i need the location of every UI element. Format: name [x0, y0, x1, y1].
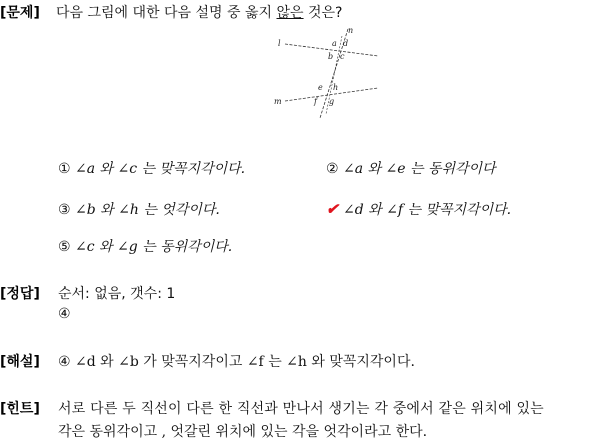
angle-a: a: [332, 39, 337, 48]
choice-2-text: ∠a 와 ∠e 는 동위각이다: [343, 161, 496, 177]
question-text: [56, 2, 343, 22]
answer-line-2: ④: [58, 306, 71, 322]
check-mark-icon: ✔: [326, 200, 339, 218]
question-underlined: 않은: [276, 5, 304, 21]
problem-label: [문제]: [0, 5, 40, 21]
choice-5[interactable]: [58, 236, 232, 256]
explanation-label: [해설]: [0, 354, 40, 370]
hint-label: [힌트]: [0, 401, 40, 417]
choice-1-text: ∠a 와 ∠c 는 맞꼭지각이다.: [75, 161, 246, 177]
choice-3-text: ∠b 와 ∠h 는 엇각이다.: [75, 202, 220, 218]
question-pre: 다음 그림에 대한 다음 설명 중 옳지: [56, 5, 277, 21]
hint-line-1: 서로 다른 두 직선이 다른 한 직선과 만나서 생기는 각 중에서 같은 위치에 있는: [58, 401, 544, 417]
angle-h: h: [333, 83, 339, 92]
choice-3[interactable]: [58, 199, 220, 219]
angle-g: g: [329, 97, 335, 106]
choice-3-num: ③: [58, 202, 71, 218]
answer-line-1: 순서: 없음, 갯수: 1: [58, 286, 176, 302]
angle-b: b: [328, 52, 334, 61]
choice-4-text: ∠d 와 ∠f 는 맞꼭지각이다.: [343, 202, 512, 218]
label-m: m: [274, 97, 282, 106]
hint-line-2: 각은 동위각이고 , 엇갈린 위치에 있는 각을 엇각이라고 한다.: [58, 424, 428, 440]
label-l: l: [278, 39, 281, 48]
angle-e: e: [318, 83, 323, 92]
geometry-figure: [270, 24, 390, 124]
angle-f: f: [314, 97, 317, 106]
label-n: n: [348, 26, 354, 35]
choice-1[interactable]: [58, 158, 245, 178]
choice-2-num: ②: [326, 161, 339, 177]
answer-label: [정답]: [0, 286, 40, 302]
choice-5-num: ⑤: [58, 239, 71, 255]
choice-4[interactable]: [326, 199, 511, 219]
angle-c: c: [340, 52, 345, 61]
question-post: 것은?: [303, 5, 343, 21]
choice-5-text: ∠c 와 ∠g 는 동위각이다.: [75, 239, 233, 255]
explanation-text: ④ ∠d 와 ∠b 가 맞꼭지각이고 ∠f 는 ∠h 와 맞꼭지각이다.: [58, 354, 415, 370]
angle-d: d: [343, 39, 349, 48]
choice-1-num: ①: [58, 161, 71, 177]
choice-2[interactable]: [326, 158, 496, 178]
